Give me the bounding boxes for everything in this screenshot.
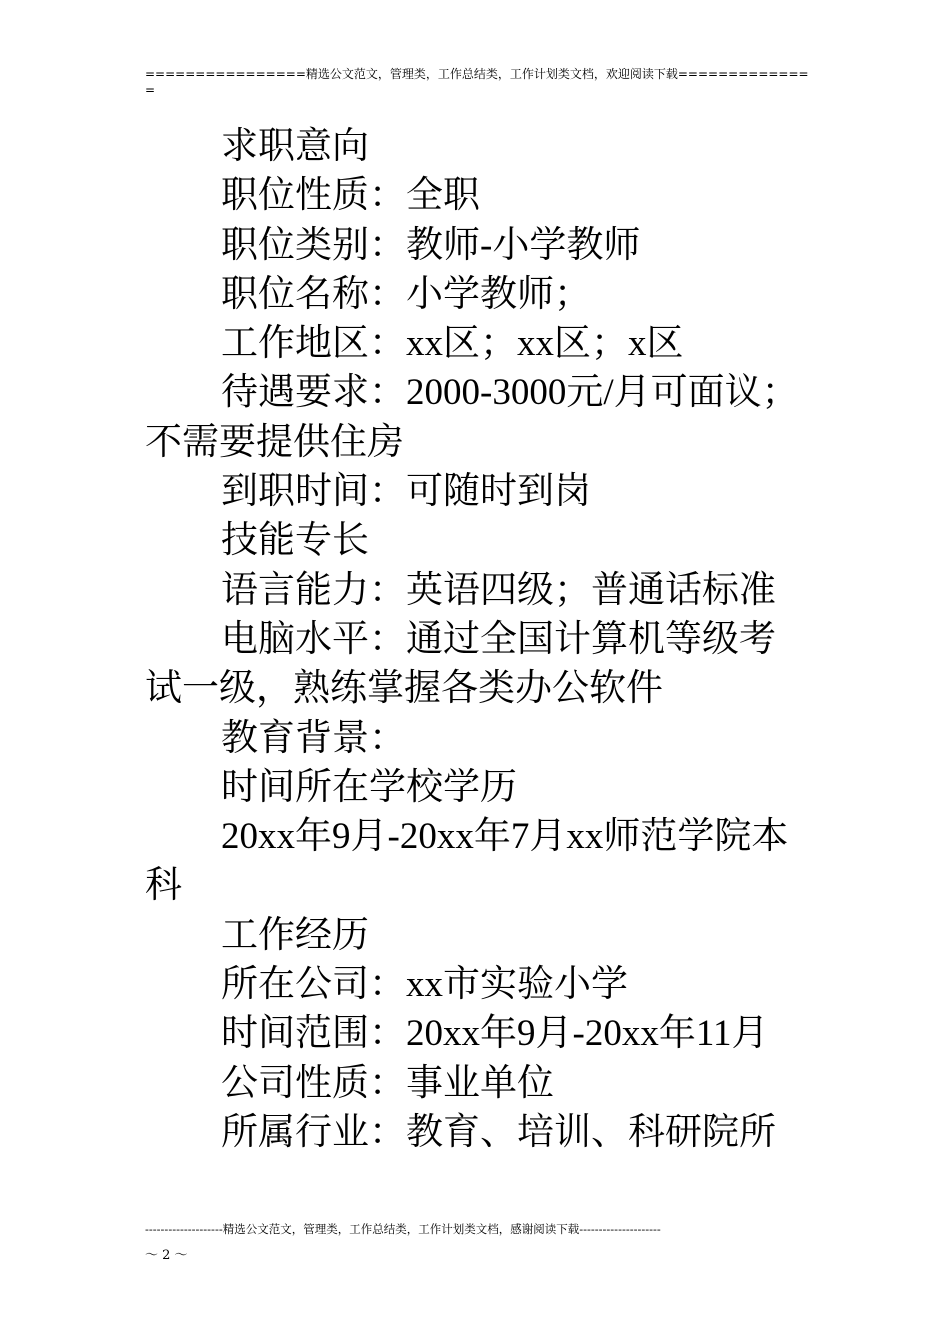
- language-ability-line: 语言能力：英语四级；普通话标准: [221, 569, 776, 611]
- section-heading-work-experience: 工作经历: [221, 914, 369, 956]
- section-heading-skills: 技能专长: [221, 520, 369, 562]
- education-entry-line: 20xx年9月-20xx年7月xx师范学院本科: [145, 816, 789, 907]
- job-title-line: 职位名称：小学教师；: [221, 273, 591, 315]
- work-area-line: 工作地区：xx区；xx区；x区: [221, 323, 684, 365]
- page-number: ～ 2 ～: [145, 1248, 188, 1263]
- job-nature-line: 职位性质：全职: [221, 175, 480, 217]
- page-header-continuation: =: [145, 83, 156, 97]
- time-range-line: 时间范围：20xx年9月-20xx年11月: [221, 1013, 769, 1055]
- job-category-line: 职位类别：教师-小学教师: [221, 224, 641, 266]
- company-nature-line: 公司性质：事业单位: [221, 1062, 554, 1104]
- document-body: [145, 122, 805, 1157]
- salary-requirement-line: 待遇要求：2000-3000元/月可面议；不需要提供住房: [145, 372, 799, 463]
- company-line: 所在公司：xx市实验小学: [221, 964, 628, 1006]
- computer-skill-line: 电脑水平：通过全国计算机等级考试一级，熟练掌握各类办公软件: [145, 618, 776, 710]
- section-heading-job-intention: 求职意向: [221, 126, 369, 167]
- page-footer: --------------------精选公文范文，管理类，工作总结类，工作计划类文档，感谢阅读下载---------------------: [145, 1222, 661, 1236]
- industry-line: 所属行业：教育、培训、科研院所: [221, 1111, 776, 1153]
- start-time-line: 到职时间：可随时到岗: [221, 471, 591, 513]
- page-header: ================精选公文范文，管理类，工作总结类，工作计划类文档，欢迎阅读下载=============: [145, 67, 809, 81]
- education-columns-line: 时间所在学校学历: [221, 766, 517, 808]
- section-heading-education: 教育背景：: [221, 717, 406, 759]
